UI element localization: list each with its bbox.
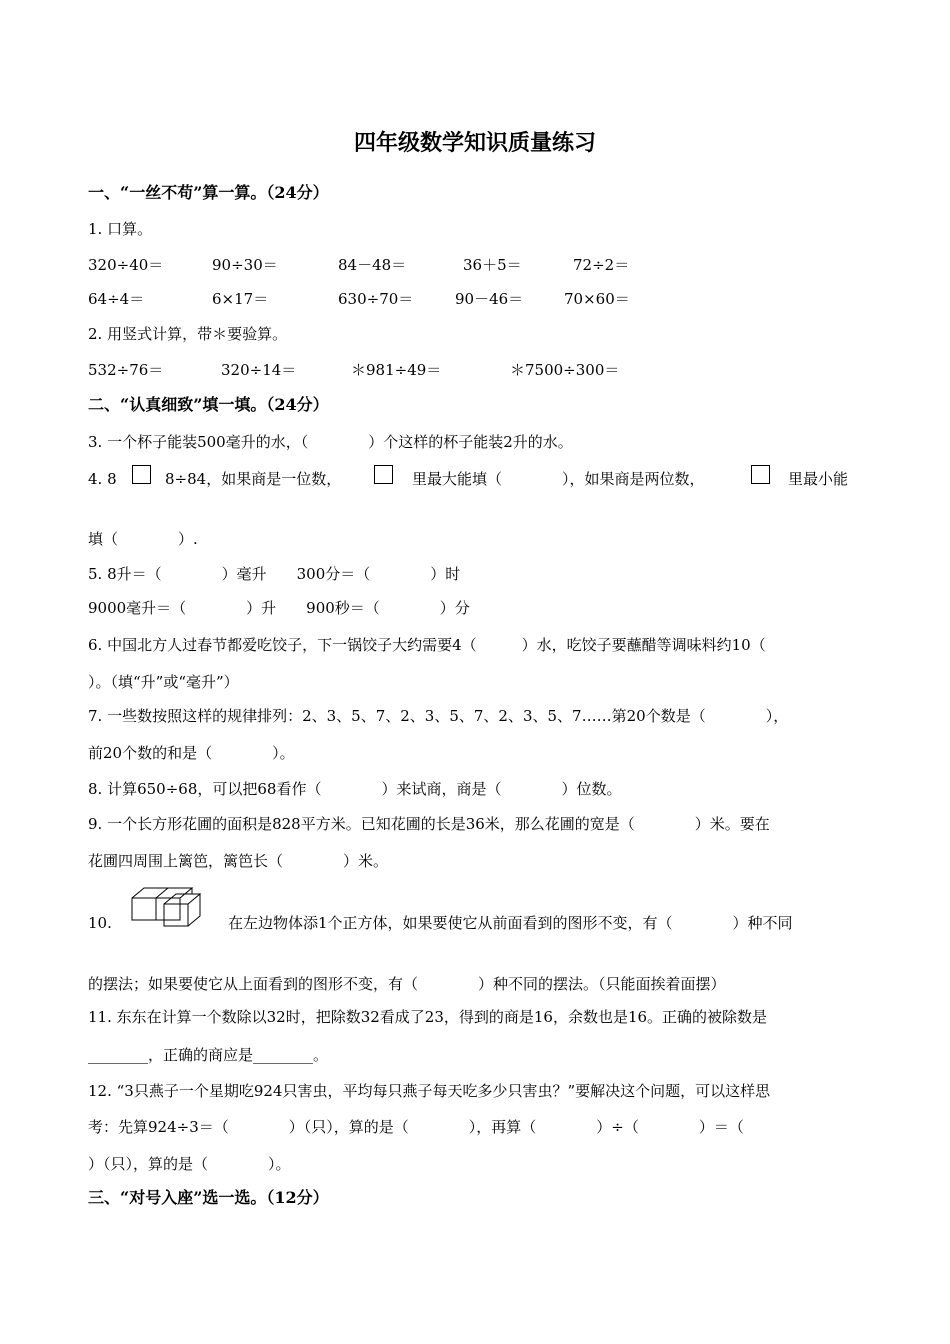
question-11-line: ________，正确的商应是________。 (88, 1046, 329, 1064)
question-11-line: 11. 东东在计算一个数除以32时，把除数32看成了23，得到的商是16，余数也是16。正确的被除数是 (88, 1008, 768, 1026)
question-10-line: 的摆法；如果要使它从上面看到的图形不变，有（ ）种不同的摆法。（只能面挨着面摆） (88, 975, 726, 993)
page-title: 四年级数学知识质量练习 (353, 130, 596, 156)
question-7-line: 7. 一些数按照这样的规律排列：2、3、5、7、2、3、5、7、2、3、5、7……第20个数是（ ）， (88, 707, 789, 725)
mental-calc-item: 6×17＝ (212, 290, 269, 308)
question-10-number: 10. (88, 914, 112, 932)
question-4-part: 4. 8 (88, 470, 117, 488)
question-6-line: ）。（填“升”或“毫升”） (88, 673, 239, 691)
question-8: 8. 计算650÷68，可以把68看作（ ）来试商，商是（ ）位数。 (88, 780, 622, 798)
question-12-line: 12. “3只燕子一个星期吃924只害虫，平均每只燕子每天吃多少只害虫？”要解决这个问题，可以这样思 (88, 1082, 771, 1100)
section-1-heading: 一、“一丝不苟”算一算。（24分） (88, 183, 329, 202)
mental-calc-item: 90÷30＝ (212, 256, 278, 274)
question-5-line: 9000毫升＝（ ）升 900秒＝（ ）分 (88, 599, 470, 617)
question-7-line: 前20个数的和是（ ）。 (88, 744, 295, 762)
written-calc-item: 532÷76＝ (88, 361, 164, 379)
mental-calc-item: 36＋5＝ (463, 256, 522, 274)
question-5-line: 5. 8升＝（ ）毫升 300分＝（ ）时 (88, 565, 461, 583)
digit-box (374, 465, 393, 484)
mental-calc-item: 70×60＝ (564, 290, 630, 308)
question-4-part: 8÷84，如果商是一位数， (165, 470, 342, 488)
section-3-heading: 三、“对号入座”选一选。（12分） (88, 1188, 329, 1207)
mental-calc-item: 64÷4＝ (88, 290, 145, 308)
mental-calc-item: 320÷40＝ (88, 256, 164, 274)
question-12-line: ）（只），算的是（ ）。 (88, 1155, 291, 1173)
mental-calc-item: 72÷2＝ (573, 256, 630, 274)
digit-box (132, 465, 151, 484)
cubes-figure (130, 884, 210, 930)
question-9-line: 花圃四周围上篱笆，篱笆长（ ）米。 (88, 852, 389, 870)
question-6-line: 6. 中国北方人过春节都爱吃饺子，下一锅饺子大约需要4（ ）水，吃饺子要蘸醋等调味料约10（ (88, 636, 766, 654)
question-2-prompt: 2. 用竖式计算，带＊要验算。 (88, 325, 288, 343)
question-3: 3. 一个杯子能装500毫升的水，（ ）个这样的杯子能装2升的水。 (88, 433, 573, 451)
question-4-part: 填（ ）. (88, 530, 198, 548)
mental-calc-item: 84－48＝ (338, 256, 407, 274)
question-12-line: 考：先算924÷3＝（ ）（只），算的是（ ），再算（ ）÷（ ）＝（ (88, 1118, 744, 1136)
written-calc-item: ＊981÷49＝ (351, 361, 442, 379)
written-calc-item: ＊7500÷300＝ (510, 361, 620, 379)
question-4-part: 里最大能填（ ），如果商是两位数， (412, 470, 705, 488)
question-1-prompt: 1. 口算。 (88, 220, 153, 238)
mental-calc-item: 630÷70＝ (338, 290, 414, 308)
section-2-heading: 二、“认真细致”填一填。（24分） (88, 395, 329, 414)
question-10-line: 在左边物体添1个正方体，如果要使它从前面看到的图形不变，有（ ）种不同 (228, 914, 793, 932)
written-calc-item: 320÷14＝ (221, 361, 297, 379)
question-9-line: 9. 一个长方形花圃的面积是828平方米。已知花圃的长是36米，那么花圃的宽是（ ）米。要在 (88, 815, 770, 833)
mental-calc-item: 90－46＝ (455, 290, 524, 308)
question-4-part: 里最小能 (788, 470, 849, 488)
digit-box (751, 465, 770, 484)
